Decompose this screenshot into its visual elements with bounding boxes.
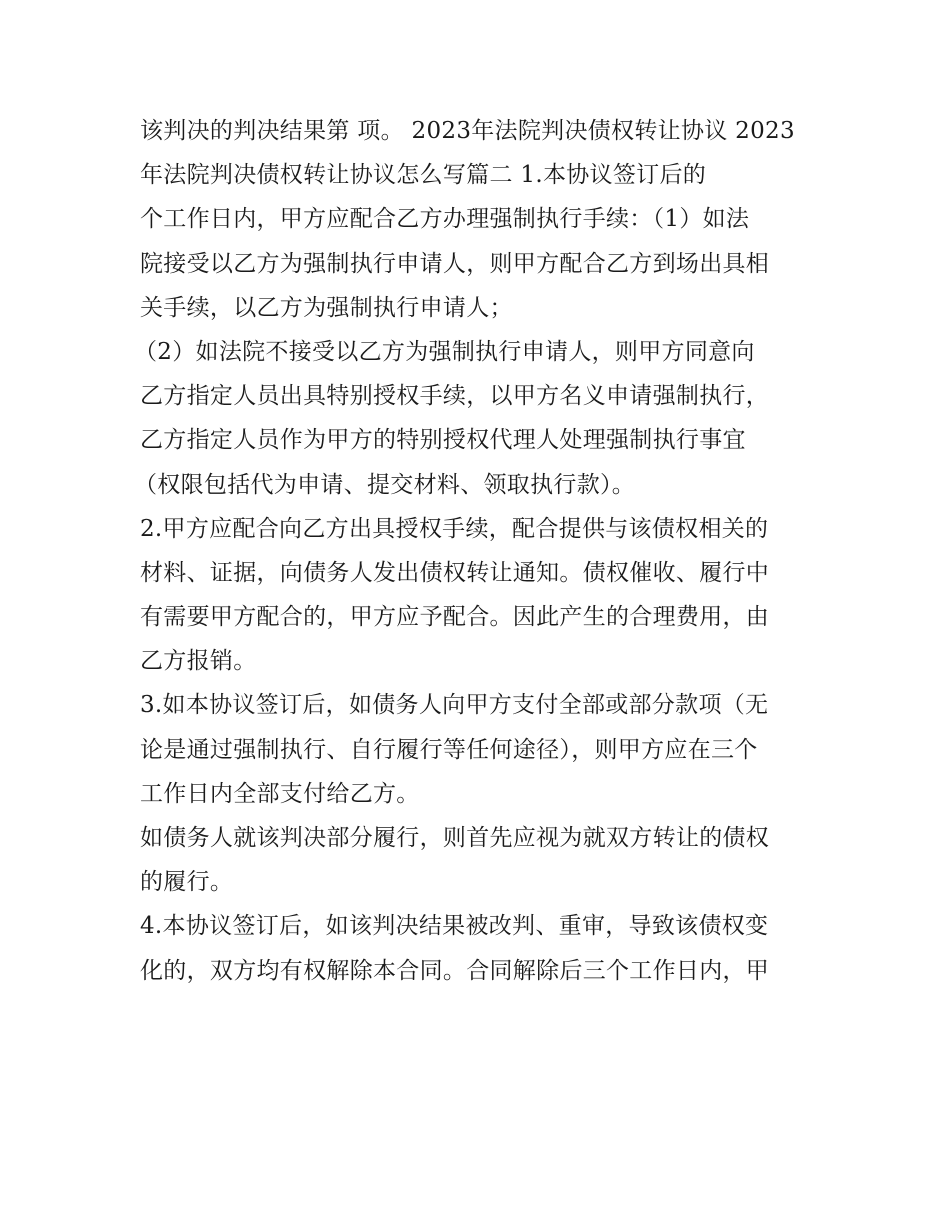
text-line: 个工作日内，甲方应配合乙方办理强制执行手续：（1）如法 (140, 206, 750, 233)
text-line: 乙方报销。 (140, 648, 257, 675)
text-line: 有需要甲方配合的，甲方应予配合。因此产生的合理费用，由 (140, 604, 770, 631)
text-line: 的履行。 (140, 869, 234, 896)
text-line: 关手续，以乙方为强制执行申请人； (140, 294, 513, 321)
text-line: 工作日内全部支付给乙方。 (140, 780, 420, 807)
text-line: 年法院判决债权转让协议怎么写篇二 1.本协议签订后的 (140, 162, 707, 189)
text-line: 如债务人就该判决部分履行，则首先应视为就双方转让的债权 (140, 825, 770, 851)
text-line: （权限包括代为申请、提交材料、领取执行款）。 (134, 471, 636, 498)
text-line: 4.本协议签订后，如该判决结果被改判、重审，导致该债权变 (140, 913, 769, 940)
text-line: 化的，双方均有权解除本合同。合同解除后三个工作日内，甲 (140, 957, 770, 984)
text-line: 论是通过强制执行、自行履行等任何途径），则甲方应在三个 (140, 736, 758, 763)
text-line: （2）如法院不接受以乙方为强制执行申请人，则甲方同意向 (134, 338, 755, 365)
text-line: 3.如本协议签订后，如债务人向甲方支付全部或部分款项（无 (140, 692, 769, 719)
document-body (134, 109, 830, 993)
text-line: 材料、证据，向债务人发出债权转让通知。债权催收、履行中 (140, 559, 770, 586)
text-line: 乙方指定人员出具特别授权手续，以甲方名义申请强制执行， (140, 383, 770, 410)
text-line: 院接受以乙方为强制执行申请人，则甲方配合乙方到场出具相 (140, 250, 770, 277)
text-line: 乙方指定人员作为甲方的特别授权代理人处理强制执行事宜 (140, 427, 746, 454)
text-line: 该判决的判决结果第 项。 2023年法院判决债权转让协议 2023 (140, 118, 795, 144)
text-line: 2.甲方应配合向乙方出具授权手续，配合提供与该债权相关的 (140, 515, 769, 542)
